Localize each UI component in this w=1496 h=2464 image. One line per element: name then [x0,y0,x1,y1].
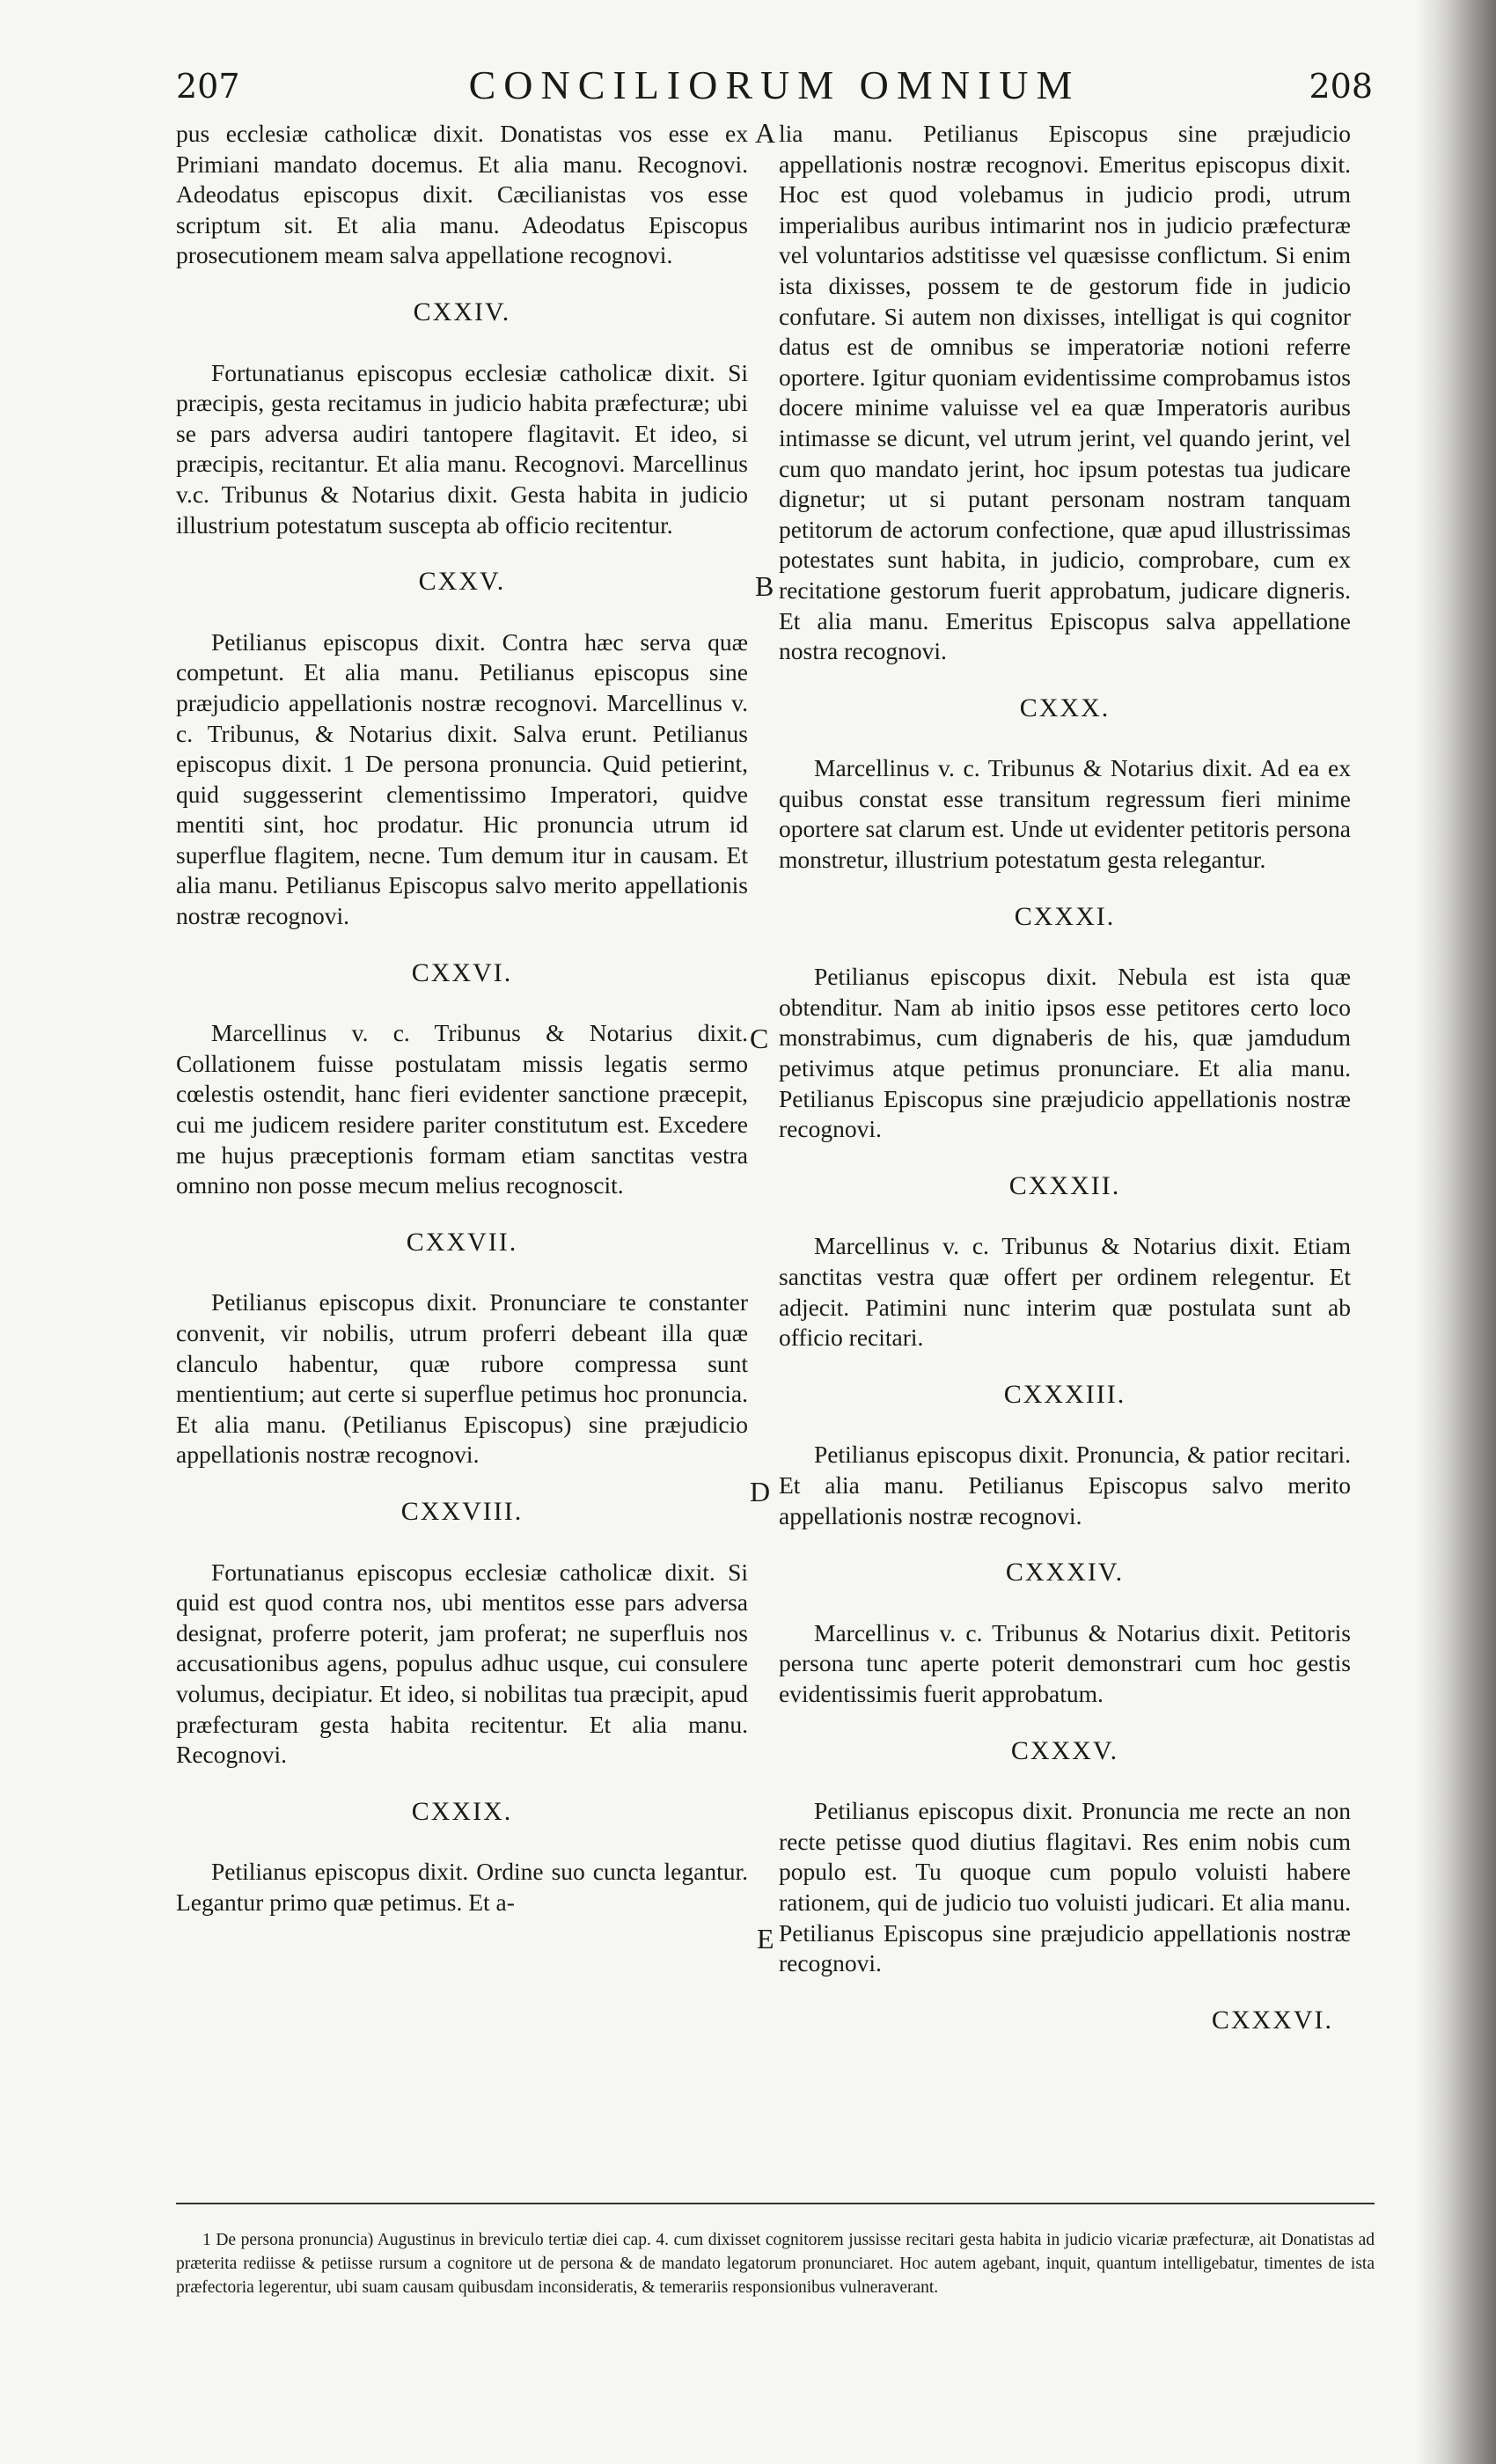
paragraph-cxxviii: Fortunatianus episcopus ecclesiæ catholicæ dixit. Si quid est quod contra nos, ubi mentitos esse pars adversa designat, proferre poterit, jam proferat; ne superfluis nos accusationibus agens, populus adhuc usque, cui consulere volumus, decipiatur. Et ideo, si nobilitas tua præcipit, apud præfecturam gesta habita recitentur. Et alia manu. Recognovi. [176,1558,748,1769]
paragraph-cxxv: Petilianus episcopus dixit. Contra hæc serva quæ competunt. Et alia manu. Petilianus episcopus sine præjudicio appellationis nostræ recognovi. Marcellinus v. c. Tribunus, & Notarius dixit. Salva erunt. Petilianus episcopus dixit. 1 De persona pronuncia. Quid petierint, quid suggesserint clementissimo Imperatori, quidve mentiti sint, hoc prodatur. Hic pronuncia utrum id superflue flagitem, necne. Tum demum itur in causam. Et alia manu. Petilianus Episcopus salvo merito appellationis nostræ recognovi. [176,627,748,930]
page-edge-shadow [1417,0,1496,2464]
paragraph-cxxxii: Marcellinus v. c. Tribunus & Notarius dixit. Etiam sanctitas vestra quæ offert per ordinem relegentur. Et adjecit. Patimini nunc interim quæ postulata sunt ab officio recitari. [779,1232,1351,1352]
section-heading-cxxx: CXXX. [1019,693,1111,722]
section-heading-cxxxvi: CXXXVI. [1211,2005,1333,2035]
paragraph-continued-right: lia manu. Petilianus Episcopus sine præjudicio appellationis nostræ recognovi. Emeritus episcopus dixit. Hoc est quod volebamus in judicio prodi, utrum imperialibus auribus intimarint nos in judicio præfecturæ vel voluntarios adstitisse vel quæsisse conflictum. Si enim ista dixisses, possem te de gestorum fide in judicio confutare. Si autem non dixisses, intelligat is qui cognitor datus est de omnibus se imperatoriæ notioni referre oportere. Igitur quoniam evidentissime comprobamus istos docere minime valuisse vel ea quæ Imperatoris auribus intimasse se dicunt, vel utrum jerint, vel quando jerint, vel cum quo mandato jerint, hoc ipsum potestas tua judicare dignetur; ut si putant personam nostram tanquam petitorum de actorum confectione, quæ apud illustrissimas potestates sunt habita, in judicio, comprobare, cum ex recitatione gestorum fuerit approbatum, judicare digneris. Et alia manu. Emeritus Episcopus salva appellatione nostra recognovi. [779,120,1351,665]
footnote: 1 De persona pronuncia) Augustinus in breviculo tertiæ diei cap. 4. cum dixisset cognitorem jussisse recitari gesta habita in judicio vicariæ præfecturæ, ait Donatistas ad præterita rediisse & petiisse rursum a cognitore ut de persona & de mandato legatorum pronunciaret. Hoc autem agebant, inquit, quantum intelligebatur, timentes de ista præfectoria legerentur, ubi suam causam quibusdam inconsideratis, & temerariis responsionibus vulneraverant. [176,2230,1375,2297]
section-heading-cxxvii: CXXVII. [406,1227,518,1257]
section-heading-cxxix: CXXIX. [411,1796,513,1826]
paragraph-cxxxiii: Petilianus episcopus dixit. Pronuncia, & patior recitari. Et alia manu. Petilianus Episcopus salvo merito appellationis nostræ recognovi. [779,1441,1351,1529]
margin-marker-a: A [755,117,776,149]
section-heading-cxxvi: CXXVI. [411,957,513,987]
paragraph-cxxvi: Marcellinus v. c. Tribunus & Notarius dixit. Collationem fuisse postulatam missis legatis sermo cœlestis ostendit, hanc fieri evidenter sanctione præcepit, cui me judicem residere pariter constitutum est. Excedere me hujus præceptionis formam etiam sanctitas vestra omnino non posse mecum melius recognoscit. [176,1019,748,1199]
paragraph-continued: pus ecclesiæ catholicæ dixit. Donatistas vos esse ex Primiani mandato docemus. Et alia manu. Recognovi. Adeodatus episcopus dixit. Cæcilianistas vos esse scriptum sit. Et alia manu. Adeodatus Episcopus prosecutionem meam salva appellatione recognovi. [176,120,748,269]
running-header [176,62,1373,114]
paragraph-cxxxv: Petilianus episcopus dixit. Pronuncia me recte an non recte petisse quod diutius flagitavi. Res enim nobis cum populo est. Tu quoque cum populo voluisti habere rationem, qui de judicio tuo voluisti judicari. Et alia manu. Petilianus Episcopus sine præjudicio appellationis nostræ recognovi. [779,1797,1351,1977]
paragraph-cxxxiv: Marcellinus v. c. Tribunus & Notarius dixit. Petitoris persona tunc aperte poterit demonstrari cum hoc gestis evidentissimis fuerit approbatum. [779,1618,1351,1707]
running-title: CONCILIORUM OMNIUM [468,62,1081,107]
section-heading-cxxxiv: CXXXIV. [1005,1558,1125,1588]
right-column [779,119,1351,2065]
paragraph-cxxxi: Petilianus episcopus dixit. Nebula est ista quæ obtenditur. Nam ab initio ipsos esse petitores certo loco monstrabimus, cum dignaberis de his, quæ jamdudum petivimus atque petimus pronunciare. Et alia manu. Petilianus Episcopus sine præjudicio appellationis nostræ recognovi. [779,963,1351,1143]
paragraph-cxxix: Petilianus episcopus dixit. Ordine suo cuncta legantur. Legantur primo quæ petimus. Et a- [176,1858,748,1916]
section-heading-cxxxii: CXXXII. [1008,1170,1121,1200]
margin-marker-d: D [750,1476,771,1507]
footnote-rule [176,2203,1375,2204]
margin-marker-b: B [755,570,774,602]
page-number-left: 207 [176,67,240,106]
section-heading-cxxxiii: CXXXIII. [1003,1379,1126,1409]
paragraph-cxxx: Marcellinus v. c. Tribunus & Notarius dixit. Ad ea ex quibus constat esse transitum regressum fieri minime oportere sat clarum est. Unde ut evidenter petitoris persona monstretur, illustrium potestatum gesta relegantur. [779,754,1351,874]
left-column [176,119,748,1918]
section-heading-cxxxv: CXXXV. [1010,1735,1119,1765]
margin-marker-e: E [757,1923,774,1954]
page-number-right: 208 [1309,67,1373,106]
margin-marker-c: C [750,1023,769,1054]
paragraph-cxxiv: Fortunatianus episcopus ecclesiæ catholicæ dixit. Si præcipis, gesta recitamus in judicio habita præfecturæ; ubi se pars adversa audiri tantopere flagitavit. Et ideo, si præcipis, recitantur. Et alia manu. Recognovi. Marcellinus v.c. Tribunus & Notarius dixit. Gesta habita in judicio illustrium potestatum suscepta ab officio recitentur. [176,358,748,539]
section-heading-cxxviii: CXXVIII. [400,1496,524,1526]
section-heading-cxxv: CXXV. [418,567,506,597]
paragraph-cxxvii: Petilianus episcopus dixit. Pronunciare te constanter convenit, vir nobilis, utrum proferri debeant illa quæ clanculo habentur, quæ rubore compressa sunt mentientium; aut certe si superflue petimus hoc pronuncia. Et alia manu. (Petilianus Episcopus) sine præjudicio appellationis nostræ recognovi. [176,1288,748,1469]
section-heading-cxxiv: CXXIV. [413,297,511,326]
section-heading-cxxxi: CXXXI. [1014,901,1116,931]
